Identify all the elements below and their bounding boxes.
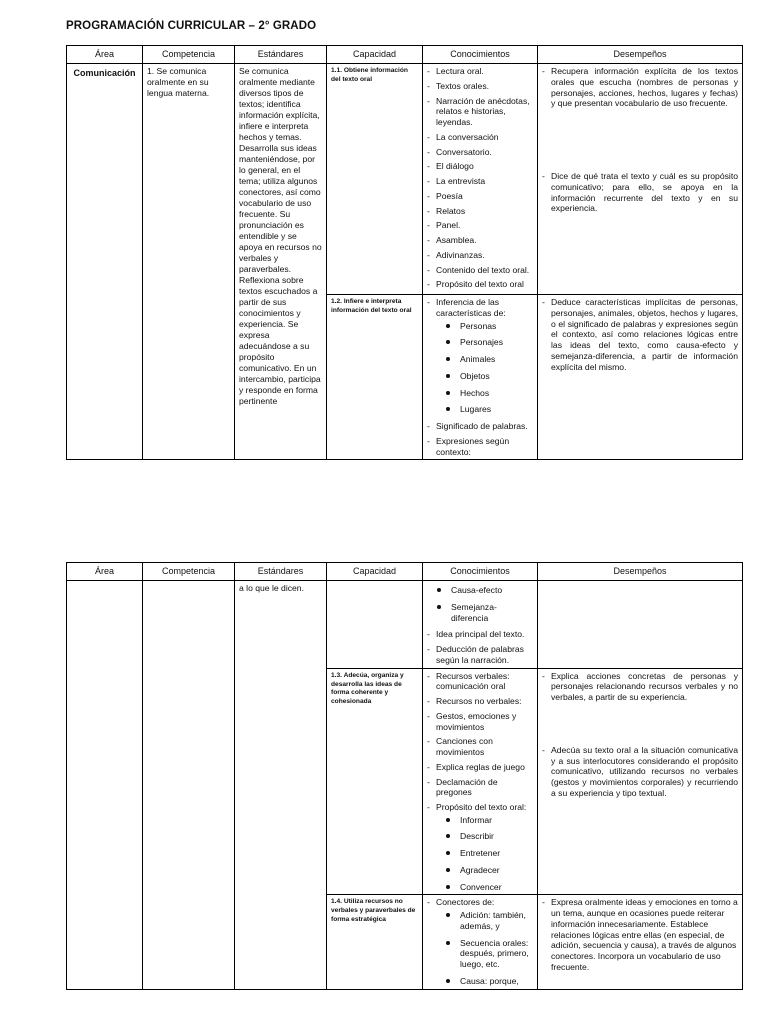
header-desempenos: Desempeños [538, 563, 743, 581]
estandares-cell: a lo que le dicen. [235, 581, 327, 989]
header-estandares: Estándares [235, 46, 327, 64]
list-item: - Significado de palabras. [427, 421, 533, 432]
list-item: - Gestos, emociones y movimientos [427, 711, 533, 732]
bullet-item: Hechos [436, 388, 533, 399]
list-item: - Textos orales. [427, 81, 533, 92]
bullet-item: Describir [436, 831, 533, 842]
list-item: - La entrevista [427, 176, 533, 187]
header-competencia: Competencia [143, 563, 235, 581]
header-estandares: Estándares [235, 563, 327, 581]
bullet-list [436, 815, 533, 893]
desempeno-text: - Deduce características implícitas de personas, personajes, animales, objetos, hechos y lugares, o el significado de palabras y expresiones según el contexto, así como relaciones lógicas entre las ideas del texto, como causa-efecto y semejanza-diferencia, a partir de información explícita del mismo. [542, 297, 738, 372]
competencia-cell [143, 581, 235, 989]
desempenos-cell [538, 581, 743, 668]
list-item: - Idea principal del texto. [427, 629, 533, 640]
list-item: - La conversación [427, 132, 533, 143]
bullet-item: Adición: también, además, y [436, 910, 533, 931]
bullet-item: Convencer [436, 882, 533, 893]
bullet-item: Causa: porque, [436, 976, 533, 987]
desempenos-cell [538, 895, 743, 989]
desempeno-text: - Explica acciones concretas de personas y personajes relacionando recursos verbales y no verbales, a partir de su experiencia. [542, 671, 738, 703]
bullet-item: Objetos [436, 371, 533, 382]
list-item: - Contenido del texto oral. [427, 265, 533, 276]
list-item: - Declamación de pregones [427, 777, 533, 798]
curriculum-table-page-1 [66, 45, 743, 460]
bullet-list [436, 321, 533, 415]
capacidad-cell [327, 581, 423, 668]
list-item: - Propósito del texto oral [427, 279, 533, 290]
list-item: - Narración de anécdotas, relatos e historias, leyendas. [427, 96, 533, 128]
capacidad-cell: 1.1. Obtiene información del texto oral [327, 64, 423, 295]
list-item: - Recursos no verbales: [427, 696, 533, 707]
desempeno-text: - Expresa oralmente ideas y emociones en torno a un tema, aunque en ocasiones puede reiterar información innecesariamente. Establece relaciones lógicas entre ellas (en especial, de adición, secuencia y causa), a través de algunos conectores. Incorpora un vocabulario de uso frecuente. [542, 897, 738, 972]
conocimientos-cell [423, 895, 538, 989]
header-capacidad: Capacidad [327, 563, 423, 581]
header-competencia: Competencia [143, 46, 235, 64]
desempenos-cell [538, 668, 743, 895]
bullet-item: Entretener [436, 848, 533, 859]
list-item: - Explica reglas de juego [427, 762, 533, 773]
header-area: Área [67, 46, 143, 64]
page-title: PROGRAMACIÓN CURRICULAR – 2° GRADO [66, 20, 317, 32]
conocimientos-cell [423, 668, 538, 895]
list-item: - Propósito del texto oral: Informar Describir Entretener Agradecer Convencer [427, 802, 533, 892]
bullet-item: Informar [436, 815, 533, 826]
bullet-list [427, 585, 533, 623]
conocimientos-list [427, 897, 533, 986]
conocimientos-list [427, 66, 533, 290]
list-item: - Inferencia de las características de: Personas Personajes Animales Objetos Hechos Lugares [427, 297, 533, 415]
conocimientos-list [427, 629, 533, 665]
header-desempenos: Desempeños [538, 46, 743, 64]
bullet-item: Causa-efecto [427, 585, 533, 596]
header-area: Área [67, 563, 143, 581]
bullet-item: Lugares [436, 404, 533, 415]
table-row [67, 581, 743, 668]
bullet-item: Agradecer [436, 865, 533, 876]
list-item: - Lectura oral. [427, 66, 533, 77]
header-capacidad: Capacidad [327, 46, 423, 64]
bullet-item: Semejanza-diferencia [427, 602, 533, 623]
bullet-item: Secuencia orales: después, primero, luego, etc. [436, 938, 533, 970]
list-item: - Recursos verbales: comunicación oral [427, 671, 533, 692]
list-item: - Adivinanzas. [427, 250, 533, 261]
bullet-item: Personas [436, 321, 533, 332]
list-item: - Poesía [427, 191, 533, 202]
capacidad-cell: 1.4. Utiliza recursos no verbales y paraverbales de forma estratégica [327, 895, 423, 989]
bullet-item: Animales [436, 354, 533, 365]
desempenos-cell [538, 64, 743, 295]
table-header-row [67, 563, 743, 581]
conocimientos-list [427, 297, 533, 457]
list-item: - Asamblea. [427, 235, 533, 246]
table-header-row [67, 46, 743, 64]
desempeno-text: - Adecúa su texto oral a la situación comunicativa y a sus interlocutores considerando el propósito comunicativo, utilizando recursos no verbales (gestos y movimientos corporales) y recurriendo a su experiencia y tipo textual. [542, 745, 738, 799]
conocimientos-cell [423, 64, 538, 295]
conocimientos-list [427, 671, 533, 893]
curriculum-table-page-2 [66, 562, 743, 990]
bullet-list [436, 910, 533, 986]
capacidad-cell: 1.3. Adecúa, organiza y desarrolla las ideas de forma coherente y cohesionada [327, 668, 423, 895]
desempenos-cell [538, 295, 743, 460]
area-cell [67, 581, 143, 989]
conocimientos-cell [423, 581, 538, 668]
list-item: - Conectores de: Adición: también, además, y Secuencia orales: después, primero, luego, etc. Causa: porque, [427, 897, 533, 986]
desempeno-text: - Recupera información explícita de los textos orales que escucha (nombres de personas y personajes, acciones, hechos, lugares y fechas) y que presentan vocabulario de uso frecuente. [542, 66, 738, 109]
header-conocimientos: Conocimientos [423, 563, 538, 581]
conocimientos-cell [423, 295, 538, 460]
header-conocimientos: Conocimientos [423, 46, 538, 64]
area-cell: Comunicación [67, 64, 143, 460]
estandares-cell: Se comunica oralmente mediante diversos tipos de textos; identifica información explícita, infiere e interpreta hechos y temas. Desarrolla sus ideas manteniéndose, por lo general, en el tema; utiliza algunos conectores, así como vocabulario de uso frecuente. Su pronunciación es entendible y se apoya en recursos no verbales y paraverbales. Reflexiona sobre textos escuchados a partir de sus conocimientos y experiencia. Se expresa adecuándose a su propósito comunicativo. En un intercambio, participa y responde en forma pertinente [235, 64, 327, 460]
list-item: - Canciones con movimientos [427, 736, 533, 757]
list-item: - Expresiones según contexto: [427, 436, 533, 457]
competencia-cell: 1. Se comunica oralmente en su lengua materna. [143, 64, 235, 460]
desempeno-text: - Dice de qué trata el texto y cuál es su propósito comunicativo; para ello, se apoya en la información recurrente del texto y en su experiencia. [542, 171, 738, 214]
bullet-item: Personajes [436, 337, 533, 348]
capacidad-cell: 1.2. Infiere e interpreta información del texto oral [327, 295, 423, 460]
list-item: - Relatos [427, 206, 533, 217]
list-item: - Deducción de palabras según la narración. [427, 644, 533, 665]
table-row [67, 64, 743, 295]
list-item: - Conversatorio. [427, 147, 533, 158]
list-item: - El diálogo [427, 161, 533, 172]
list-item: - Panel. [427, 220, 533, 231]
